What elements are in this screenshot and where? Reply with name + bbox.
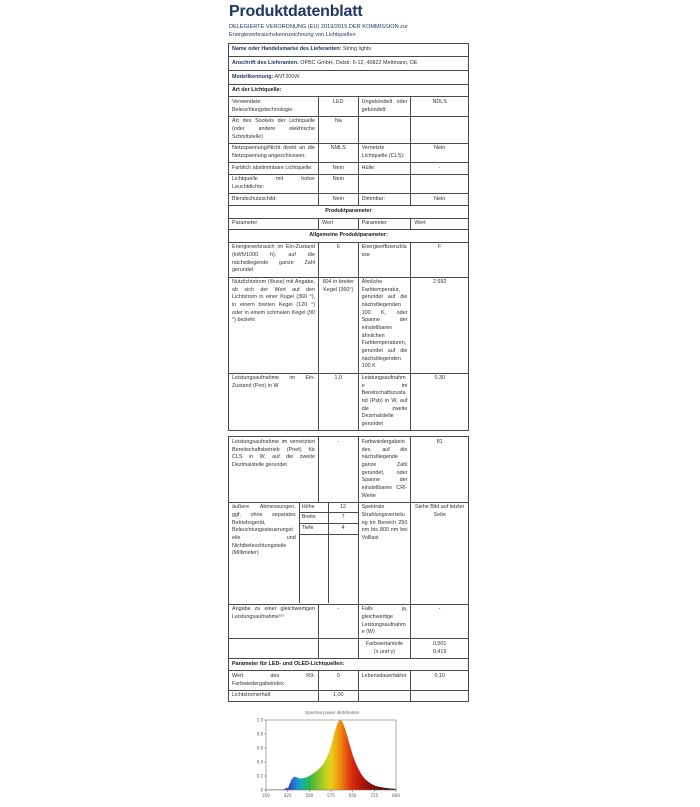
param-value: 604 in breiter Kegel (360°) <box>319 277 359 373</box>
dimensions-cell <box>229 502 359 604</box>
param-value: Nein <box>319 194 359 206</box>
param-label: Verwendete Beleuchtungstechnologie: <box>229 97 319 116</box>
product-parameters-table-2 <box>228 436 469 702</box>
supplier-address-cell <box>229 57 469 71</box>
spd-chart-svg <box>248 716 424 802</box>
param-value <box>411 116 469 143</box>
regulation-line-2: Energieverbrauchskennzeichnung von Lichtquellen <box>229 32 356 39</box>
param-label <box>358 116 411 143</box>
page-title: Produktdatenblatt <box>229 3 363 20</box>
svg-text:800: 800 <box>392 793 400 799</box>
product-parameters-table <box>228 43 469 432</box>
dimension-keys <box>300 503 329 603</box>
param-label <box>358 639 411 658</box>
param-label: Farbwiedergabeindex, auf die nächstliegende ganze Zahl gerundet, oder Spanne der einstellbaren CRI-Werte <box>358 437 411 502</box>
model-id-label: Modellkennung: <box>232 73 274 80</box>
spd-chart <box>248 710 428 807</box>
svg-text:650: 650 <box>348 793 357 799</box>
spd-chart-title: Spectral power distribution <box>304 710 360 716</box>
param-value: 0 <box>319 671 359 690</box>
table-row <box>229 116 469 143</box>
param-label: Leistungsaufnahme im Ein-Zustand (Pon) in W <box>229 373 319 431</box>
table-row <box>229 205 469 218</box>
param-label: Falls ja, gleichwertige Leistungsaufnahme (W) <box>358 604 411 639</box>
light-source-type-header: Art der Lichtquelle: <box>229 84 469 97</box>
table-row <box>229 43 469 57</box>
dimension-value: 12 <box>329 503 358 514</box>
param-label <box>358 690 411 702</box>
svg-text:0.2: 0.2 <box>256 773 263 779</box>
param-value: NMLS <box>319 143 359 162</box>
param-label: Energieverbrauch im Ein-Zustand (kWh/1000 h), auf die nächstliegende ganze Zahl gerundet <box>229 242 319 277</box>
table-row <box>229 502 469 604</box>
param-label: Leistungsaufnahme im Bereitschaftszustand (Psb) in W, auf die zweite Dezimalstelle gerundet <box>358 373 411 431</box>
param-label: Angabe zu einer gleichwertigen Leistungsaufnahme⁽ᵃ⁾ <box>229 604 319 639</box>
param-value: Nein <box>319 174 359 193</box>
param-value: 6 <box>319 242 359 277</box>
table-row <box>229 57 469 71</box>
dimension-value: 4 <box>329 524 358 535</box>
param-label: Blendschutzschild: <box>229 194 319 206</box>
regulation-subtitle <box>229 23 469 40</box>
table-row <box>229 218 469 230</box>
table-row <box>229 242 469 277</box>
param-value: Na <box>319 116 359 143</box>
param-value: F <box>411 242 469 277</box>
table-row <box>229 671 469 690</box>
table-row <box>229 97 469 116</box>
param-label: Art des Sockels der Lichtquelle (oder andere elektrische Schnittstelle) <box>229 116 319 143</box>
table-row <box>229 143 469 162</box>
dimension-values <box>329 503 358 603</box>
param-value: Nein <box>319 163 359 175</box>
supplier-address-value: OPBC GmbH, Oststr. 6-12, 40822 Mettmann, DE <box>300 59 418 66</box>
supplier-address-label: Anschrift des Lieferanten: <box>232 59 299 66</box>
chroma-label-line1: Farbwertanteile <box>365 640 404 647</box>
table-row <box>229 658 469 671</box>
svg-text:575: 575 <box>327 793 335 799</box>
column-header: Wert <box>319 218 359 230</box>
allgemeine-parameter-header: Allgemeine Produktparameter: <box>229 230 469 243</box>
param-label: Spektrale Strahlungsverteilung im Bereich 250 nm bis 800 nm bei Volllast <box>358 502 411 604</box>
svg-text:725: 725 <box>370 793 379 799</box>
table-row <box>229 373 469 431</box>
param-label: Nutzlichtstrom (Φuse) mit Angabe, ob sich der Wert auf den Lichtstrom in einer Kugel (360 °), in einem breiten Kegel (120 °) oder in einem schmalen Kegel (90 °) bezieht <box>229 277 319 373</box>
param-value: Siehe Bild auf letzter Seite <box>411 502 469 604</box>
param-value <box>411 690 469 702</box>
param-label: Vernetzte Lichtquelle (CLS): <box>358 143 411 162</box>
param-value: 1,00 <box>319 690 359 702</box>
svg-text:1.0: 1.0 <box>256 717 263 723</box>
dimension-key: Breite <box>300 513 328 524</box>
param-label: Ähnliche Farbtemperatur, gerundet auf die nächstliegenden 100 K, oder Spanne der einstellbaren ähnlichen Farbtemperaturen, gerundet auf die nächstliegenden 100 K <box>358 277 411 373</box>
dimension-key: Tiefe <box>300 524 328 535</box>
table-row <box>229 639 469 658</box>
table-row <box>229 690 469 702</box>
param-label: Dimmbar: <box>358 194 411 206</box>
model-id-value: ANT200W <box>274 73 300 80</box>
param-value <box>411 174 469 193</box>
param-label: Lichtquelle mit hoher Leuchtdichte: <box>229 174 319 193</box>
dimension-key: Höhe <box>300 503 328 514</box>
svg-text:0.4: 0.4 <box>256 759 263 765</box>
param-label: Netzspannung/Nicht direkt an die Netzspannung angeschlossen: <box>229 143 319 162</box>
param-value: 1,0 <box>319 373 359 431</box>
param-value: 0,10 <box>411 671 469 690</box>
column-header: Wert <box>411 218 469 230</box>
table-row <box>229 604 469 639</box>
param-value: 0,30 <box>411 373 469 431</box>
supplier-name-cell <box>229 43 469 57</box>
table-row <box>229 437 469 502</box>
empty-cell <box>319 639 359 658</box>
svg-text:425: 425 <box>283 793 292 799</box>
param-value: LED <box>319 97 359 116</box>
regulation-line-1: DELEGIERTE VERORDNUNG (EU) 2019/2015 DER KOMMISSION zur <box>229 24 408 30</box>
param-label: Hülle: <box>358 163 411 175</box>
model-id-cell <box>229 71 469 85</box>
chroma-value-y: 0,419 <box>432 648 447 655</box>
param-value: 2 692 <box>411 277 469 373</box>
param-label: Wert des R9-Farbwiedergabeindex <box>229 671 319 690</box>
param-value: NDLS <box>411 97 469 116</box>
param-label: Ungebündelt oder gebündelt: <box>358 97 411 116</box>
param-value: - <box>319 604 359 639</box>
produktparameter-header: Produktparameter <box>229 205 469 218</box>
param-label: Lebensdauerfaktor <box>358 671 411 690</box>
param-value: - <box>319 437 359 502</box>
chroma-label-line2: (x und y) <box>374 648 395 655</box>
column-header: Parameter <box>229 218 319 230</box>
param-label: Leistungsaufnahme im vernetzten Bereitschaftsbetrieb (Pnet) für CLS in W, auf die zweite Dezimalstelle gerundet <box>229 437 319 502</box>
table-row <box>229 277 469 373</box>
dimensions-label: äußere Abmessungen, ggf. ohne separates Betriebsgerät, Beleuchtungssteuerungsteile und Nichtbeleuchtungsteile (Millimeter) <box>229 503 300 603</box>
svg-text:500: 500 <box>305 793 314 799</box>
param-value: - <box>411 604 469 639</box>
chroma-value-x: 0,501 <box>432 640 447 647</box>
param-label: Farblich abstimmbare Lichtquelle: <box>229 163 319 175</box>
dimensions-subtable <box>229 503 358 603</box>
led-oled-header: Parameter für LED- und OLED-Lichtquellen: <box>229 658 469 671</box>
param-label: Energieeffizienzklasse <box>358 242 411 277</box>
svg-text:0: 0 <box>260 787 263 793</box>
param-value <box>411 639 469 658</box>
supplier-name-value: String lights <box>342 46 372 53</box>
param-value: - <box>411 163 469 175</box>
table-row <box>229 163 469 175</box>
table-row <box>229 194 469 206</box>
param-value: Nein <box>411 194 469 206</box>
svg-text:0.8: 0.8 <box>256 731 263 737</box>
param-label: Lichtstromerhalt <box>229 690 319 702</box>
dimension-value: 7 <box>329 513 358 524</box>
table-row <box>229 71 469 85</box>
svg-text:350: 350 <box>262 793 270 799</box>
table-row <box>229 230 469 243</box>
param-label <box>358 174 411 193</box>
table-row <box>229 174 469 193</box>
param-value: Nein <box>411 143 469 162</box>
empty-cell <box>229 639 319 658</box>
svg-text:0.6: 0.6 <box>256 745 263 751</box>
table-row <box>229 84 469 97</box>
supplier-name-label: Name oder Handelsmarke des Lieferanten: <box>232 46 342 53</box>
param-value: 81 <box>411 437 469 502</box>
column-header: Parameter <box>358 218 411 230</box>
datasheet-page <box>228 0 469 807</box>
